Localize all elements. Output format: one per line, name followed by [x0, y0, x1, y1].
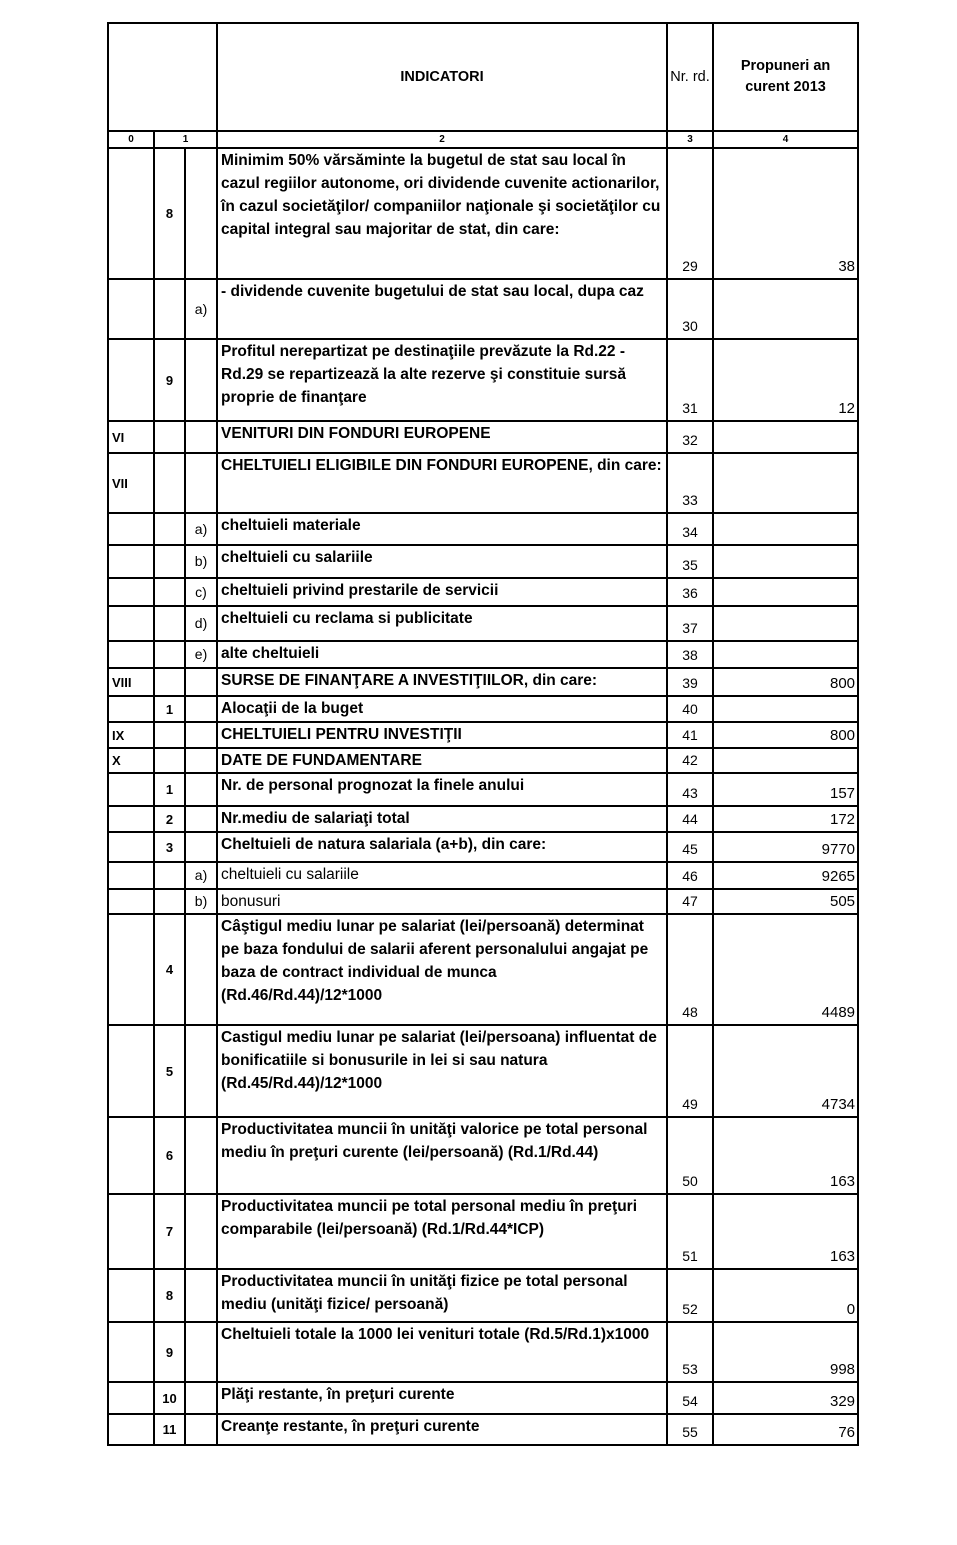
row-number-cell: 34: [667, 513, 713, 545]
roman-numeral-cell: [108, 279, 154, 339]
value-cell: [713, 421, 858, 453]
col-index-0: 0: [108, 131, 154, 148]
letter-cell: a): [185, 862, 217, 889]
roman-numeral-cell: VIII: [108, 668, 154, 696]
row-number-cell: 33: [667, 453, 713, 513]
number-cell: 4: [154, 914, 185, 1025]
letter-cell: a): [185, 279, 217, 339]
indicator-text-cell: CHELTUIELI PENTRU INVESTIŢII: [217, 722, 667, 748]
roman-numeral-cell: VI: [108, 421, 154, 453]
roman-numeral-cell: [108, 889, 154, 914]
letter-cell: a): [185, 513, 217, 545]
indicator-text-cell: cheltuieli cu salariile: [217, 862, 667, 889]
table-row: [108, 1382, 858, 1414]
table-row: [108, 1117, 858, 1194]
row-number-cell: 46: [667, 862, 713, 889]
number-cell: 9: [154, 1322, 185, 1382]
value-cell: 800: [713, 668, 858, 696]
number-cell: [154, 421, 185, 453]
letter-cell: [185, 1117, 217, 1194]
table-row: [108, 545, 858, 578]
table-row: [108, 862, 858, 889]
value-cell: [713, 453, 858, 513]
table-row: [108, 279, 858, 339]
roman-numeral-cell: [108, 1414, 154, 1445]
letter-cell: [185, 668, 217, 696]
indicator-text-cell: Profitul nerepartizat pe destinaţiile prevăzute la Rd.22 - Rd.29 se repartizează la alte rezerve şi constituie sursă proprie de finanţare: [217, 339, 667, 421]
letter-cell: [185, 1414, 217, 1445]
table-row: [108, 914, 858, 1025]
letter-cell: e): [185, 641, 217, 668]
roman-numeral-cell: [108, 339, 154, 421]
number-cell: [154, 513, 185, 545]
letter-cell: b): [185, 545, 217, 578]
indicator-text-cell: SURSE DE FINANŢARE A INVESTIŢIILOR, din care:: [217, 668, 667, 696]
letter-cell: [185, 832, 217, 862]
table-row: [108, 578, 858, 606]
row-number-cell: 49: [667, 1025, 713, 1117]
indicator-text-cell: cheltuieli cu reclama si publicitate: [217, 606, 667, 641]
value-cell: 163: [713, 1194, 858, 1269]
letter-cell: [185, 806, 217, 832]
indicator-text-cell: Alocaţii de la buget: [217, 696, 667, 722]
table-row: [108, 453, 858, 513]
table-row: [108, 148, 858, 279]
indicator-text-cell: alte cheltuieli: [217, 641, 667, 668]
value-cell: 4734: [713, 1025, 858, 1117]
roman-numeral-cell: [108, 696, 154, 722]
number-cell: 7: [154, 1194, 185, 1269]
number-cell: [154, 722, 185, 748]
letter-cell: [185, 1322, 217, 1382]
letter-cell: [185, 722, 217, 748]
table-row: [108, 1025, 858, 1117]
row-number-cell: 48: [667, 914, 713, 1025]
letter-cell: [185, 914, 217, 1025]
indicator-text-cell: Productivitatea muncii în unităţi fizice pe total personal mediu (unităţi fizice/ persoană): [217, 1269, 667, 1322]
row-number-cell: 43: [667, 773, 713, 806]
number-cell: 1: [154, 696, 185, 722]
value-cell: 800: [713, 722, 858, 748]
indicator-text-cell: Castigul mediu lunar pe salariat (lei/persoana) influentat de bonificatiile si bonusurile in lei si sau natura (Rd.45/Rd.44)/12*1000: [217, 1025, 667, 1117]
number-cell: [154, 668, 185, 696]
number-cell: 6: [154, 1117, 185, 1194]
table-row: [108, 889, 858, 914]
number-cell: [154, 862, 185, 889]
indicator-text-cell: Cheltuieli de natura salariala (a+b), din care:: [217, 832, 667, 862]
value-cell: 0: [713, 1269, 858, 1322]
value-cell: 163: [713, 1117, 858, 1194]
header-nr-rd: Nr. rd.: [667, 23, 713, 131]
row-number-cell: 47: [667, 889, 713, 914]
letter-cell: [185, 453, 217, 513]
row-number-cell: 51: [667, 1194, 713, 1269]
header-indicatori: INDICATORI: [217, 23, 667, 131]
number-cell: [154, 545, 185, 578]
indicator-text-cell: Minimim 50% vărsăminte la bugetul de stat sau local în cazul regiilor autonome, ori dividende cuvenite actionarilor, în cazul societăţilor/ companiilor naţionale şi societăţilor cu capital integral sau majoritar de stat, din care:: [217, 148, 667, 279]
roman-numeral-cell: [108, 641, 154, 668]
indicator-text-cell: cheltuieli materiale: [217, 513, 667, 545]
value-cell: 329: [713, 1382, 858, 1414]
roman-numeral-cell: [108, 832, 154, 862]
indicator-text-cell: Nr. de personal prognozat la finele anului: [217, 773, 667, 806]
roman-numeral-cell: X: [108, 748, 154, 773]
row-number-cell: 29: [667, 148, 713, 279]
table-row: [108, 513, 858, 545]
indicator-text-cell: cheltuieli privind prestarile de servicii: [217, 578, 667, 606]
indicator-text-cell: Productivitatea muncii în unităţi valorice pe total personal mediu în preţuri curente (lei/persoană) (Rd.1/Rd.44): [217, 1117, 667, 1194]
row-number-cell: 45: [667, 832, 713, 862]
table-row: [108, 722, 858, 748]
row-number-cell: 37: [667, 606, 713, 641]
letter-cell: [185, 748, 217, 773]
roman-numeral-cell: [108, 513, 154, 545]
table-row: [108, 748, 858, 773]
number-cell: 3: [154, 832, 185, 862]
roman-numeral-cell: [108, 1194, 154, 1269]
header-blank-cell: [108, 23, 217, 131]
number-cell: [154, 453, 185, 513]
number-cell: [154, 889, 185, 914]
row-number-cell: 52: [667, 1269, 713, 1322]
row-number-cell: 44: [667, 806, 713, 832]
indicator-text-cell: Creanţe restante, în preţuri curente: [217, 1414, 667, 1445]
letter-cell: [185, 339, 217, 421]
col-index-2: 2: [217, 131, 667, 148]
table-row: [108, 1194, 858, 1269]
value-cell: 9770: [713, 832, 858, 862]
number-cell: 1: [154, 773, 185, 806]
value-cell: 4489: [713, 914, 858, 1025]
letter-cell: [185, 421, 217, 453]
row-number-cell: 31: [667, 339, 713, 421]
roman-numeral-cell: [108, 1382, 154, 1414]
table-row: [108, 773, 858, 806]
letter-cell: [185, 148, 217, 279]
value-cell: [713, 606, 858, 641]
number-cell: 9: [154, 339, 185, 421]
value-cell: [713, 641, 858, 668]
indicator-text-cell: DATE DE FUNDAMENTARE: [217, 748, 667, 773]
roman-numeral-cell: [108, 1269, 154, 1322]
value-cell: 157: [713, 773, 858, 806]
row-number-cell: 55: [667, 1414, 713, 1445]
table-row: [108, 606, 858, 641]
letter-cell: [185, 773, 217, 806]
letter-cell: [185, 1025, 217, 1117]
roman-numeral-cell: [108, 578, 154, 606]
value-cell: 38: [713, 148, 858, 279]
value-cell: [713, 513, 858, 545]
roman-numeral-cell: IX: [108, 722, 154, 748]
table-row: [108, 806, 858, 832]
value-cell: [713, 696, 858, 722]
row-number-cell: 40: [667, 696, 713, 722]
table-row: [108, 339, 858, 421]
indicator-text-cell: Cheltuieli totale la 1000 lei venituri totale (Rd.5/Rd.1)x1000: [217, 1322, 667, 1382]
letter-cell: [185, 1269, 217, 1322]
table-row: [108, 696, 858, 722]
number-cell: 5: [154, 1025, 185, 1117]
number-cell: [154, 641, 185, 668]
col-index-4: 4: [713, 131, 858, 148]
header-propuneri: Propuneri an curent 2013: [713, 23, 858, 131]
col-index-3: 3: [667, 131, 713, 148]
value-cell: [713, 578, 858, 606]
roman-numeral-cell: VII: [108, 453, 154, 513]
number-cell: [154, 748, 185, 773]
row-number-cell: 32: [667, 421, 713, 453]
row-number-cell: 35: [667, 545, 713, 578]
indicator-text-cell: - dividende cuvenite bugetului de stat sau local, dupa caz: [217, 279, 667, 339]
roman-numeral-cell: [108, 773, 154, 806]
table-row: [108, 1269, 858, 1322]
letter-cell: [185, 1382, 217, 1414]
indicators-table: [107, 22, 859, 1446]
letter-cell: d): [185, 606, 217, 641]
row-number-cell: 50: [667, 1117, 713, 1194]
indicator-text-cell: cheltuieli cu salariile: [217, 545, 667, 578]
number-cell: 2: [154, 806, 185, 832]
number-cell: 8: [154, 148, 185, 279]
row-number-cell: 42: [667, 748, 713, 773]
value-cell: [713, 748, 858, 773]
header-row: [108, 23, 858, 131]
value-cell: [713, 279, 858, 339]
indicator-text-cell: Productivitatea muncii pe total personal mediu în preţuri comparabile (lei/persoană) (Rd.1/Rd.44*ICP): [217, 1194, 667, 1269]
value-cell: 9265: [713, 862, 858, 889]
column-index-row: [108, 131, 858, 148]
roman-numeral-cell: [108, 1117, 154, 1194]
letter-cell: c): [185, 578, 217, 606]
letter-cell: b): [185, 889, 217, 914]
roman-numeral-cell: [108, 1025, 154, 1117]
table-row: [108, 641, 858, 668]
table-row: [108, 1414, 858, 1445]
indicator-text-cell: Plăţi restante, în preţuri curente: [217, 1382, 667, 1414]
number-cell: 8: [154, 1269, 185, 1322]
roman-numeral-cell: [108, 148, 154, 279]
value-cell: 998: [713, 1322, 858, 1382]
indicator-text-cell: CHELTUIELI ELIGIBILE DIN FONDURI EUROPENE, din care:: [217, 453, 667, 513]
row-number-cell: 36: [667, 578, 713, 606]
indicator-text-cell: Nr.mediu de salariaţi total: [217, 806, 667, 832]
table-row: [108, 832, 858, 862]
indicator-text-cell: Câştigul mediu lunar pe salariat (lei/persoană) determinat pe baza fondului de salarii aferent personalului angajat pe baza de contract individual de munca (Rd.46/Rd.44)/12*1000: [217, 914, 667, 1025]
value-cell: 12: [713, 339, 858, 421]
roman-numeral-cell: [108, 545, 154, 578]
col-index-1: 1: [154, 131, 217, 148]
row-number-cell: 30: [667, 279, 713, 339]
value-cell: 505: [713, 889, 858, 914]
number-cell: [154, 606, 185, 641]
indicator-text-cell: VENITURI DIN FONDURI EUROPENE: [217, 421, 667, 453]
row-number-cell: 39: [667, 668, 713, 696]
indicator-text-cell: bonusuri: [217, 889, 667, 914]
value-cell: 172: [713, 806, 858, 832]
roman-numeral-cell: [108, 606, 154, 641]
roman-numeral-cell: [108, 1322, 154, 1382]
value-cell: [713, 545, 858, 578]
table-row: [108, 1322, 858, 1382]
letter-cell: [185, 1194, 217, 1269]
row-number-cell: 41: [667, 722, 713, 748]
roman-numeral-cell: [108, 806, 154, 832]
number-cell: 11: [154, 1414, 185, 1445]
number-cell: [154, 578, 185, 606]
number-cell: 10: [154, 1382, 185, 1414]
row-number-cell: 38: [667, 641, 713, 668]
row-number-cell: 53: [667, 1322, 713, 1382]
table-row: [108, 421, 858, 453]
row-number-cell: 54: [667, 1382, 713, 1414]
value-cell: 76: [713, 1414, 858, 1445]
roman-numeral-cell: [108, 862, 154, 889]
number-cell: [154, 279, 185, 339]
roman-numeral-cell: [108, 914, 154, 1025]
table-row: [108, 668, 858, 696]
letter-cell: [185, 696, 217, 722]
